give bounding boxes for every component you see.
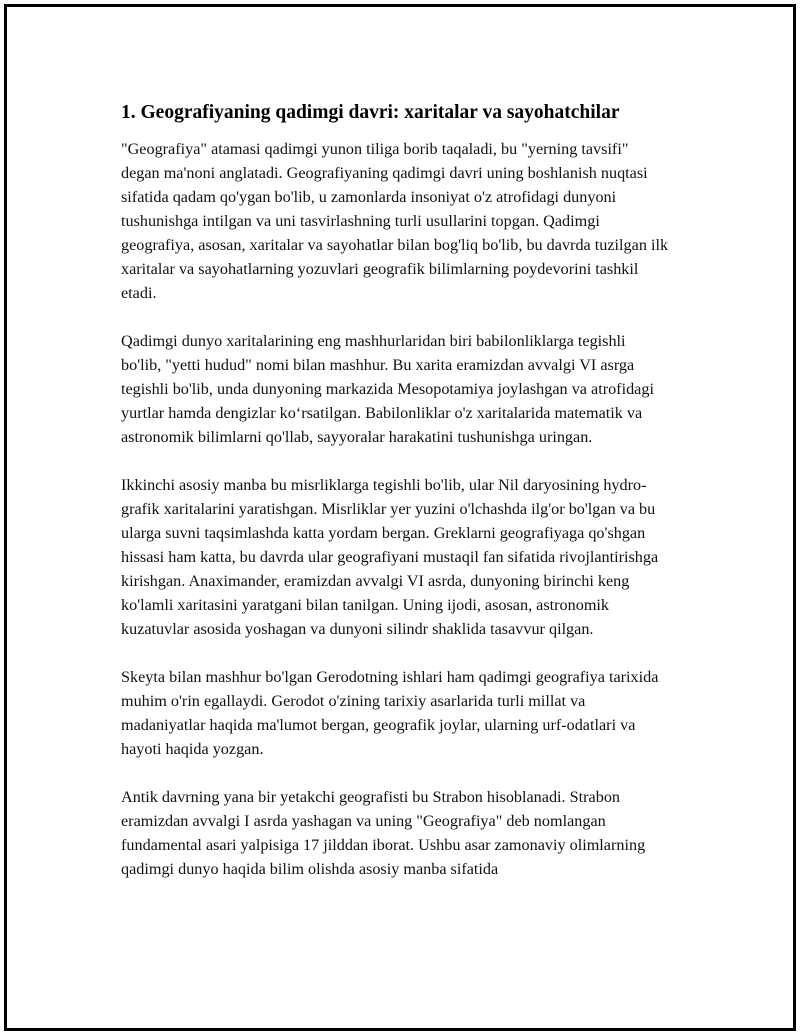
paragraph-4: Skeyta bilan mashhur bo'lgan Gerodotning ishlari ham qadimgi geografiya tarixida muhim o'rin egallaydi. Gerodot o'zining tarixiy asarlarida turli millat va madaniyatlar haqida ma'lumot bergan, geografik joylar, ularning urf-odatlari va hayoti haqida yozgan. (121, 668, 659, 758)
document-page (4, 4, 796, 1031)
paragraph-3: Ikkinchi asosiy manba bu misrliklarga tegishli bo'lib, ular Nil daryosining hydro-grafik xaritalarini yaratishgan. Misrliklar yer yuzini o'lchashda ilg'or bo'lgan va bu ularga suvni taqsimlashda katta yordam bergan. Greklarni geografiyaga qo'shgan hissasi ham katta, bu davrda ular geografiyani mustaqil fan sifatida rivojlantirishga kirishgan. Anaximander, eramizdan avvalgi VI asrda, dunyoning birinchi keng ko'lamli xaritasini yaratgani bilan tanilgan. Uning ijodi, asosan, astronomik kuzatuvlar asosida yoshagan va dunyoni silindr shaklida tasavvur qilgan. (121, 476, 659, 638)
document-body (121, 99, 669, 905)
section-heading: 1. Geografiyaning qadimgi davri: xaritalar va sayohatchilar (121, 102, 620, 123)
paragraph-5: Antik davrning yana bir yetakchi geografisti bu Strabon hisoblanadi. Strabon eramizdan avvalgi I asrda yashagan va uning "Geografiya" deb nomlangan fundamental asari yalpisiga 17 jilddan iborat. Ushbu asar zamonaviy olimlarning qadimgi dunyo haqida bilim olishda asosiy manba sifatida (121, 788, 646, 878)
paragraph-2: Qadimgi dunyo xaritalarining eng mashhurlaridan biri babilonliklarga tegishli bo'lib, "yetti hudud" nomi bilan mashhur. Bu xarita eramizdan avvalgi VI asrga tegishli bo'lib, unda dunyoning markazida Mesopotamiya joylashgan va atrofidagi yurtlar hamda dengizlar ko‘rsatilgan. Babilonliklar o'z xaritalarida matematik va astronomik bilimlarni qo'llab, sayyoralar harakatini tushunishga uringan. (121, 332, 654, 446)
paragraph-1: "Geografiya" atamasi qadimgi yunon tiliga borib taqaladi, bu "yerning tavsifi" degan ma'noni anglatadi. Geografiyaning qadimgi davri uning boshlanish nuqtasi sifatida qadam qo'ygan bo'lib, u zamonlarda insoniyat o'z atrofidagi dunyoni tushunishga intilgan va uni tasvirlashning turli usullarini topgan. Qadimgi geografiya, asosan, xaritalar va sayohatlar bilan bog'liq bo'lib, bu davrda tuzilgan ilk xaritalar va sayohatlarning yozuvlari geografik bilimlarning poydevorini tashkil etadi. (121, 140, 669, 302)
